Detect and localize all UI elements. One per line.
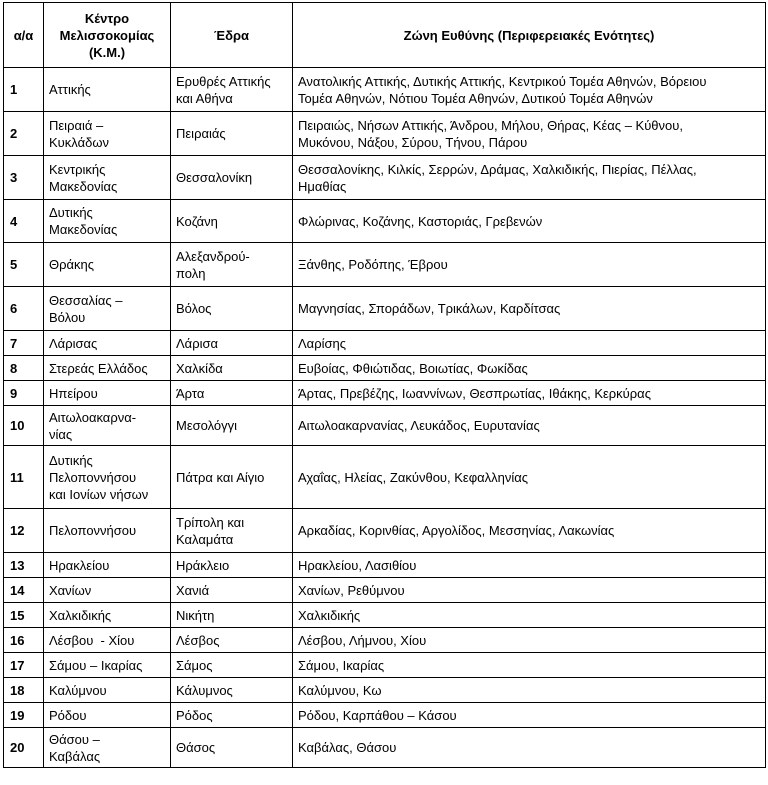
header-seat: Έδρα bbox=[171, 3, 293, 68]
table-row bbox=[4, 68, 766, 112]
zone-text: Λέσβου, Λήμνου, Χίου bbox=[293, 628, 766, 653]
table-row bbox=[4, 553, 766, 578]
seat-name: Κάλυμνος bbox=[171, 678, 293, 703]
table-header-row bbox=[4, 3, 766, 68]
center-name: Ηρακλείου bbox=[44, 553, 171, 578]
seat-name: Μεσολόγγι bbox=[171, 406, 293, 446]
row-number: 3 bbox=[4, 156, 44, 200]
row-number: 9 bbox=[4, 381, 44, 406]
table-row bbox=[4, 446, 766, 509]
center-name: Θράκης bbox=[44, 243, 171, 287]
zone-text: Σάμου, Ικαρίας bbox=[293, 653, 766, 678]
seat-name: Πάτρα και Αίγιο bbox=[171, 446, 293, 509]
center-name: Πειραιά – Κυκλάδων bbox=[44, 112, 171, 156]
zone-text: Χανίων, Ρεθύμνου bbox=[293, 578, 766, 603]
seat-name: Άρτα bbox=[171, 381, 293, 406]
zone-text: Ανατολικής Αττικής, Δυτικής Αττικής, Κεντρικού Τομέα Αθηνών, Βόρειου Τομέα Αθηνών, Νότιου Τομέα Αθηνών, Δυτικού Τομέα Αθηνών bbox=[293, 68, 766, 112]
row-number: 8 bbox=[4, 356, 44, 381]
center-name: Θεσσαλίας – Βόλου bbox=[44, 287, 171, 331]
row-number: 4 bbox=[4, 200, 44, 243]
seat-name: Νικήτη bbox=[171, 603, 293, 628]
row-number: 16 bbox=[4, 628, 44, 653]
seat-name: Χανιά bbox=[171, 578, 293, 603]
center-name: Στερεάς Ελλάδος bbox=[44, 356, 171, 381]
seat-name: Χαλκίδα bbox=[171, 356, 293, 381]
center-name: Δυτικής Πελοποννήσου και Ιονίων νήσων bbox=[44, 446, 171, 509]
center-name: Ηπείρου bbox=[44, 381, 171, 406]
zone-text: Φλώρινας, Κοζάνης, Καστοριάς, Γρεβενών bbox=[293, 200, 766, 243]
row-number: 10 bbox=[4, 406, 44, 446]
table-row bbox=[4, 287, 766, 331]
zone-text: Θεσσαλονίκης, Κιλκίς, Σερρών, Δράμας, Χαλκιδικής, Πιερίας, Πέλλας, Ημαθίας bbox=[293, 156, 766, 200]
row-number: 15 bbox=[4, 603, 44, 628]
center-name: Χαλκιδικής bbox=[44, 603, 171, 628]
seat-name: Λάρισα bbox=[171, 331, 293, 356]
row-number: 2 bbox=[4, 112, 44, 156]
zone-text: Καβάλας, Θάσου bbox=[293, 728, 766, 768]
header-center: Κέντρο Μελισσοκομίας (Κ.Μ.) bbox=[44, 3, 171, 68]
row-number: 5 bbox=[4, 243, 44, 287]
row-number: 13 bbox=[4, 553, 44, 578]
row-number: 20 bbox=[4, 728, 44, 768]
center-name: Καλύμνου bbox=[44, 678, 171, 703]
zone-text: Χαλκιδικής bbox=[293, 603, 766, 628]
table-row bbox=[4, 381, 766, 406]
header-zone: Ζώνη Ευθύνης (Περιφερειακές Ενότητες) bbox=[293, 3, 766, 68]
row-number: 14 bbox=[4, 578, 44, 603]
zone-text: Πειραιώς, Νήσων Αττικής, Άνδρου, Μήλου, Θήρας, Κέας – Κύθνου, Μυκόνου, Νάξου, Σύρου, Τήνου, Πάρου bbox=[293, 112, 766, 156]
center-name: Κεντρικής Μακεδονίας bbox=[44, 156, 171, 200]
seat-name: Τρίπολη και Καλαμάτα bbox=[171, 509, 293, 553]
center-name: Λέσβου - Χίου bbox=[44, 628, 171, 653]
zone-text: Ευβοίας, Φθιώτιδας, Βοιωτίας, Φωκίδας bbox=[293, 356, 766, 381]
zone-text: Αιτωλοακαρνανίας, Λευκάδος, Ευρυτανίας bbox=[293, 406, 766, 446]
center-name: Δυτικής Μακεδονίας bbox=[44, 200, 171, 243]
seat-name: Σάμος bbox=[171, 653, 293, 678]
seat-name: Θάσος bbox=[171, 728, 293, 768]
seat-name: Ηράκλειο bbox=[171, 553, 293, 578]
zone-text: Καλύμνου, Κω bbox=[293, 678, 766, 703]
table-row bbox=[4, 578, 766, 603]
zone-text: Ρόδου, Καρπάθου – Κάσου bbox=[293, 703, 766, 728]
table-row bbox=[4, 728, 766, 768]
table-row bbox=[4, 628, 766, 653]
zone-text: Μαγνησίας, Σποράδων, Τρικάλων, Καρδίτσας bbox=[293, 287, 766, 331]
center-name: Αττικής bbox=[44, 68, 171, 112]
center-name: Χανίων bbox=[44, 578, 171, 603]
zone-text: Άρτας, Πρεβέζης, Ιωαννίνων, Θεσπρωτίας, Ιθάκης, Κερκύρας bbox=[293, 381, 766, 406]
row-number: 17 bbox=[4, 653, 44, 678]
center-name: Θάσου – Καβάλας bbox=[44, 728, 171, 768]
row-number: 1 bbox=[4, 68, 44, 112]
zone-text: Αχαΐας, Ηλείας, Ζακύνθου, Κεφαλληνίας bbox=[293, 446, 766, 509]
center-name: Ρόδου bbox=[44, 703, 171, 728]
table-row bbox=[4, 406, 766, 446]
table-row bbox=[4, 678, 766, 703]
table-row bbox=[4, 356, 766, 381]
table-row bbox=[4, 243, 766, 287]
row-number: 6 bbox=[4, 287, 44, 331]
center-name: Λάρισας bbox=[44, 331, 171, 356]
zone-text: Λαρίσης bbox=[293, 331, 766, 356]
seat-name: Πειραιάς bbox=[171, 112, 293, 156]
zone-text: Ηρακλείου, Λασιθίου bbox=[293, 553, 766, 578]
beekeeping-centers-table bbox=[3, 2, 766, 768]
table-row bbox=[4, 112, 766, 156]
table-row bbox=[4, 603, 766, 628]
seat-name: Ρόδος bbox=[171, 703, 293, 728]
row-number: 12 bbox=[4, 509, 44, 553]
seat-name: Βόλος bbox=[171, 287, 293, 331]
zone-text: Ξάνθης, Ροδόπης, Έβρου bbox=[293, 243, 766, 287]
center-name: Πελοποννήσου bbox=[44, 509, 171, 553]
zone-text: Αρκαδίας, Κορινθίας, Αργολίδος, Μεσσηνίας, Λακωνίας bbox=[293, 509, 766, 553]
table-row bbox=[4, 653, 766, 678]
row-number: 18 bbox=[4, 678, 44, 703]
table-row bbox=[4, 509, 766, 553]
seat-name: Θεσσαλονίκη bbox=[171, 156, 293, 200]
table-row bbox=[4, 156, 766, 200]
row-number: 19 bbox=[4, 703, 44, 728]
table-row bbox=[4, 200, 766, 243]
seat-name: Κοζάνη bbox=[171, 200, 293, 243]
header-aa: α/α bbox=[4, 3, 44, 68]
center-name: Αιτωλοακαρνα- νίας bbox=[44, 406, 171, 446]
table-body bbox=[4, 68, 766, 768]
row-number: 11 bbox=[4, 446, 44, 509]
table-row bbox=[4, 331, 766, 356]
seat-name: Αλεξανδρού- πολη bbox=[171, 243, 293, 287]
seat-name: Λέσβος bbox=[171, 628, 293, 653]
row-number: 7 bbox=[4, 331, 44, 356]
center-name: Σάμου – Ικαρίας bbox=[44, 653, 171, 678]
table-row bbox=[4, 703, 766, 728]
seat-name: Ερυθρές Αττικής και Αθήνα bbox=[171, 68, 293, 112]
